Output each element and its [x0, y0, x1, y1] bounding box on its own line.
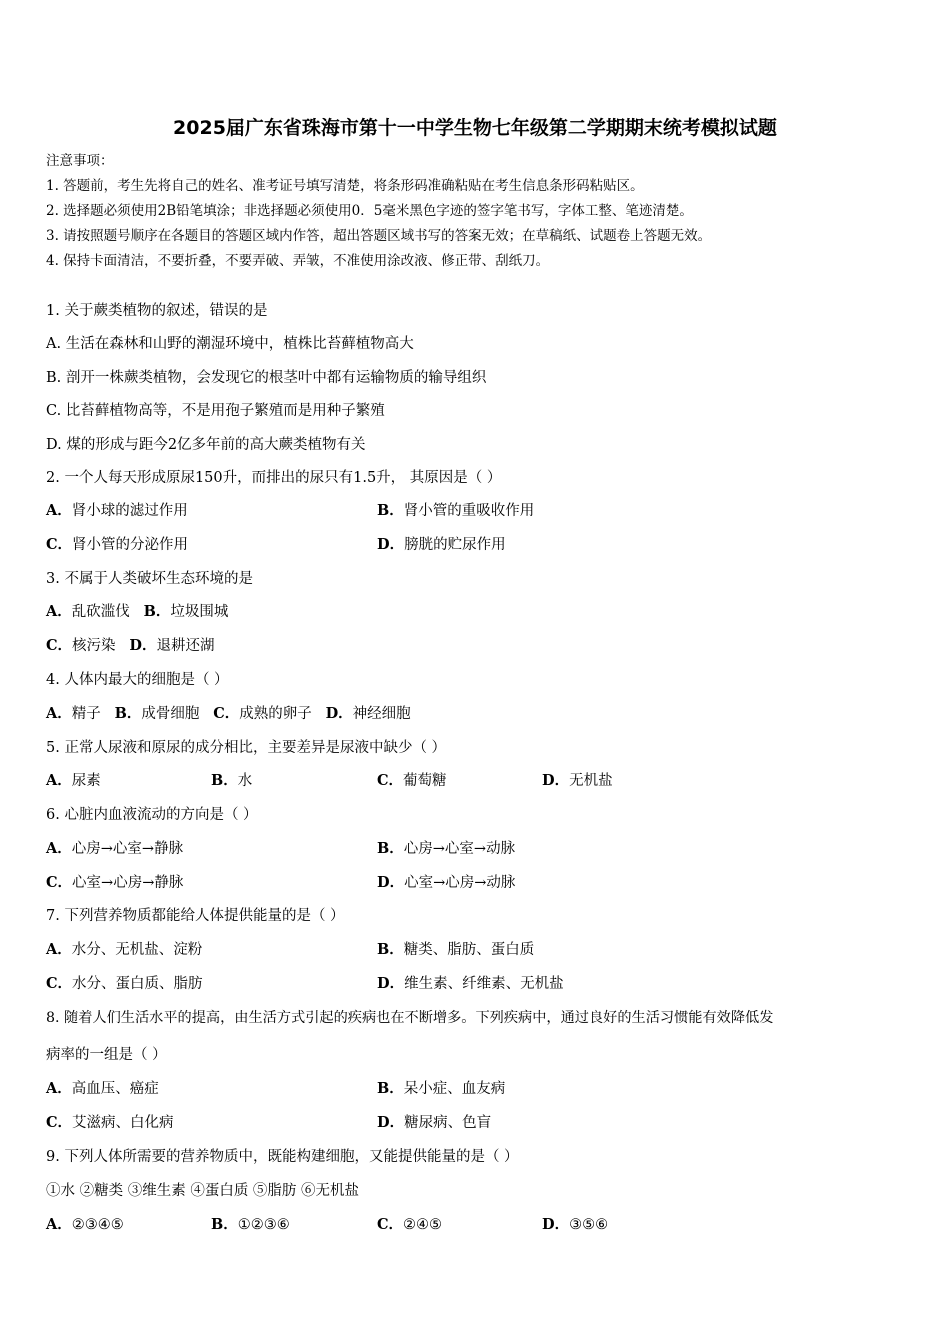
- option-letter: C．: [46, 874, 73, 891]
- question-stem: 7. 下列营养物质都能给人体提供能量的是（ ）: [46, 908, 345, 924]
- question-stem: 8. 随着人们生活水平的提高，由生活方式引起的疾病也在不断增多。下列疾病中，通过良好的生活习惯能有效降低发: [46, 1010, 774, 1026]
- option-text: 心房→心室→动脉: [403, 841, 516, 857]
- option: [46, 873, 183, 893]
- option-text: 心房→心室→静脉: [71, 841, 184, 857]
- option: [211, 1215, 290, 1235]
- option-letter: B．: [211, 772, 238, 789]
- option-letter: A．: [46, 772, 72, 789]
- option-text: ①②③⑥: [237, 1217, 290, 1233]
- option-letter: B．: [114, 705, 142, 722]
- option-letter: D．: [542, 772, 570, 789]
- option: [377, 1215, 442, 1235]
- option: [46, 974, 203, 994]
- option-text: 退耕还湖: [156, 638, 215, 654]
- option-text: 水分、无机盐、淀粉: [71, 942, 203, 958]
- option-letter: B．: [211, 1216, 238, 1233]
- option-text: ②③④⑤: [71, 1217, 124, 1233]
- question-stem: 1. 关于蕨类植物的叙述，错误的是: [46, 303, 268, 319]
- question-stem: 2. 一个人每天形成原尿150升，而排出的尿只有1.5升， 其原因是（ ）: [46, 470, 502, 486]
- option-text: 尿素: [71, 773, 101, 789]
- option: [46, 1215, 124, 1235]
- notice-item: 3. 请按照题号顺序在各题目的答题区域内作答，超出答题区域书写的答案无效；在草稿纸、试题卷上答题无效。: [46, 228, 712, 244]
- option: [377, 1113, 491, 1133]
- option: [377, 501, 534, 521]
- option-letter: D．: [377, 874, 405, 891]
- option-text: ②④⑤: [403, 1217, 443, 1233]
- option-text: 心室→心房→动脉: [404, 875, 516, 891]
- notice-item: 1. 答题前，考生先将自己的姓名、准考证号填写清楚，将条形码准确粘贴在考生信息条形码粘贴区。: [46, 178, 644, 194]
- option: [46, 839, 183, 859]
- option: [542, 1215, 608, 1235]
- option-letter: A．: [46, 941, 72, 958]
- option: [377, 771, 447, 791]
- option-text: 水: [237, 773, 253, 789]
- option-letter: C．: [46, 637, 73, 654]
- notice-heading: 注意事项：: [46, 153, 114, 169]
- option: [377, 873, 515, 893]
- option: [46, 1079, 159, 1099]
- option-text: 乱砍滥伐: [71, 604, 130, 620]
- option-text: 糖尿病、色盲: [404, 1115, 492, 1131]
- question-stem: 4. 人体内最大的细胞是（ ）: [46, 672, 229, 688]
- option: [211, 771, 252, 791]
- page-title: 2025届广东省珠海市第十一中学生物七年级第二学期期末统考模拟试题: [173, 117, 777, 139]
- option: [46, 535, 188, 555]
- option: [377, 1079, 505, 1099]
- option: [46, 771, 101, 791]
- option-text: 维生素、纤维素、无机盐: [404, 976, 564, 992]
- question-stem: 病率的一组是（ ）: [46, 1047, 167, 1063]
- option-text: 心室→心房→静脉: [72, 875, 184, 891]
- option-letter: B．: [377, 502, 404, 519]
- option: [377, 940, 534, 960]
- option-letter: C．: [46, 975, 73, 992]
- question-stem: 6. 心脏内血液流动的方向是（ ）: [46, 807, 258, 823]
- option-letter: B．: [377, 1080, 404, 1097]
- option-text: 肾小球的滤过作用: [71, 503, 188, 519]
- option: [46, 1113, 174, 1133]
- option-letter: A．: [46, 840, 72, 857]
- option-text: 肾小管的分泌作用: [72, 537, 189, 553]
- option-letter: D．: [377, 975, 405, 992]
- notice-item: 2. 选择题必须使用2B铅笔填涂；非选择题必须使用0．5毫米黑色字迹的签字笔书写，字体工整、笔迹清楚。: [46, 203, 693, 219]
- question-items: ①水 ②糖类 ③维生素 ④蛋白质 ⑤脂肪 ⑥无机盐: [46, 1183, 360, 1199]
- option-text: 无机盐: [569, 773, 613, 789]
- option-text: 膀胱的贮尿作用: [404, 537, 506, 553]
- option-letter: C．: [377, 1216, 404, 1233]
- option-text: 呆小症、血友病: [403, 1081, 506, 1097]
- option-letter: D．: [377, 1114, 405, 1131]
- option-text: B. 剖开一株蕨类植物，会发现它的根茎叶中都有运输物质的输导组织: [46, 370, 487, 386]
- question-stem: 5. 正常人尿液和原尿的成分相比，主要差异是尿液中缺少（ ）: [46, 740, 447, 756]
- option-text: 水分、蛋白质、脂肪: [72, 976, 203, 992]
- option-text: C. 比苔藓植物高等，不是用孢子繁殖而是用种子繁殖: [46, 403, 385, 419]
- option-row: [46, 636, 214, 656]
- option-letter: A．: [46, 1216, 72, 1233]
- option-row: [46, 704, 411, 724]
- option-text: D. 煤的形成与距今2亿多年前的高大蕨类植物有关: [46, 437, 366, 453]
- question-stem: 3. 不属于人类破坏生态环境的是: [46, 571, 253, 587]
- option-letter: C．: [46, 536, 73, 553]
- option: [46, 501, 188, 521]
- option: [46, 940, 202, 960]
- option-letter: D．: [377, 536, 405, 553]
- option-text: 精子: [71, 706, 101, 722]
- option-letter: B．: [377, 840, 404, 857]
- option-letter: D．: [325, 705, 353, 722]
- option-text: 神经细胞: [352, 706, 411, 722]
- notice-item: 4. 保持卡面清洁，不要折叠，不要弄破、弄皱，不准使用涂改液、修正带、刮纸刀。: [46, 253, 550, 269]
- option-row: [46, 602, 228, 622]
- option-letter: D．: [129, 637, 157, 654]
- option-letter: A．: [46, 1080, 72, 1097]
- option-letter: C．: [213, 705, 240, 722]
- option-text: 成熟的卵子: [239, 706, 312, 722]
- option-text: 成骨细胞: [141, 706, 200, 722]
- option-text: 艾滋病、白化病: [72, 1115, 174, 1131]
- option-text: 高血压、癌症: [71, 1081, 159, 1097]
- option-letter: A．: [46, 502, 72, 519]
- option-text: 葡萄糖: [403, 773, 447, 789]
- option: [542, 771, 613, 791]
- option-text: ③⑤⑥: [569, 1217, 609, 1233]
- option-letter: D．: [542, 1216, 570, 1233]
- option-letter: A．: [46, 603, 72, 620]
- option-letter: C．: [377, 772, 404, 789]
- option-text: 肾小管的重吸收作用: [403, 503, 535, 519]
- option-text: A. 生活在森林和山野的潮湿环境中，植株比苔藓植物高大: [46, 336, 414, 352]
- option-letter: A．: [46, 705, 72, 722]
- option: [377, 974, 564, 994]
- option-text: 核污染: [72, 638, 116, 654]
- question-stem: 9. 下列人体所需要的营养物质中，既能构建细胞，又能提供能量的是（ ）: [46, 1149, 519, 1165]
- option-text: 糖类、脂肪、蛋白质: [403, 942, 535, 958]
- option-letter: B．: [377, 941, 404, 958]
- option-letter: B．: [143, 603, 171, 620]
- option-letter: C．: [46, 1114, 73, 1131]
- option: [377, 839, 515, 859]
- option-text: 垃圾围城: [170, 604, 229, 620]
- option: [377, 535, 506, 555]
